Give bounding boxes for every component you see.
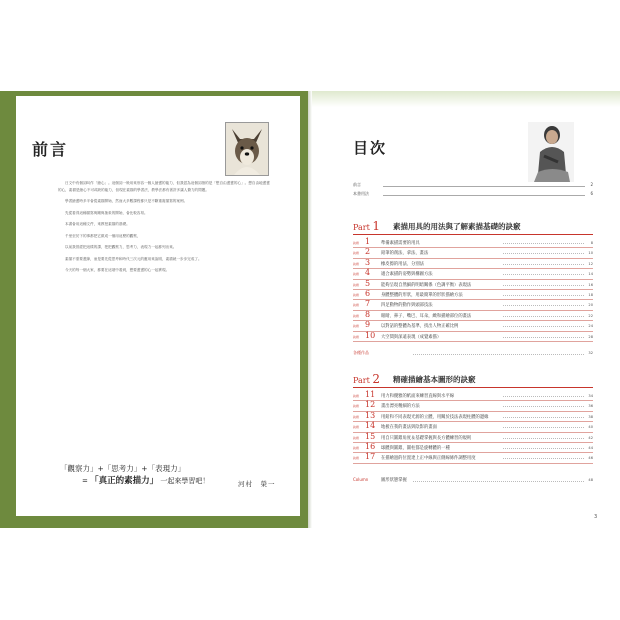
lesson-label: 訣竅 [353, 282, 360, 287]
lesson-label: 訣竅 [353, 303, 360, 308]
preface-paragraph: 日文中有個詞叫作「繪心」。這個詞一般用來形容一個人繪畫的能力，但我認為這個詞指的是「想自由畫畫的心」。想自由地畫畫的心，素描是繪心不可或缺的能力，但現在素描的學習法，教學法都有著許多讓人費力的問題。 [58, 181, 270, 192]
toc-entry[interactable] [353, 259, 593, 269]
lesson-label: 訣竅 [353, 241, 360, 245]
preface-title: 前言 [32, 140, 69, 159]
entry-page: 20 [588, 303, 593, 308]
leader-dots [413, 481, 584, 482]
lesson-label: 訣竅 [353, 261, 360, 266]
page-number: 3 [594, 514, 598, 520]
leader-dots [503, 264, 584, 265]
part2-rule [353, 387, 593, 388]
leader-dots [503, 448, 584, 449]
toc-entry[interactable] [353, 412, 593, 422]
entry-title: 橡皮擦的用法、分別法 [381, 261, 424, 267]
leader-dots [503, 458, 584, 459]
toc-entry[interactable] [353, 248, 593, 258]
lesson-number: 15 [365, 431, 376, 441]
leader-dots [503, 396, 584, 397]
entry-title: 球體與圓錐，圓柱都是旋轉體的一種 [381, 445, 450, 451]
toc-entry[interactable] [353, 280, 593, 290]
lesson-number: 11 [365, 390, 376, 399]
entry-page: 14 [588, 272, 593, 277]
lesson-number: 7 [365, 299, 371, 309]
book-spine [308, 91, 312, 528]
part2-title: 精確描繪基本圖形的訣竅 [393, 375, 476, 384]
entry-title: 能夠呈現自然細的明暗關係（色調平衡）表現法 [381, 282, 472, 288]
preface-paragraph: 本書會用這種文件，來教授素描的基礎。 [65, 222, 130, 226]
lesson-label: 訣竅 [353, 445, 360, 450]
part2-list [353, 391, 593, 464]
part2-heading [353, 372, 593, 386]
entry-rule [353, 341, 593, 342]
preface-body [58, 180, 270, 279]
entry-title: 身體整體的形狀，用最簡單的形狀描繪方法 [381, 292, 463, 298]
lesson-label: 訣竅 [353, 456, 360, 461]
extra-page: 32 [588, 351, 593, 355]
entry-page: 38 [588, 414, 593, 419]
leader-dots [503, 427, 584, 428]
leader-dots [503, 295, 584, 296]
entry-title: 用自只圓錐角度＆基礎掌握與長方體練習的規則 [381, 435, 472, 441]
preface-author: 河村 榮一 [238, 480, 276, 488]
lesson-number: 5 [365, 278, 371, 288]
lesson-number: 10 [365, 330, 376, 340]
entry-page: 12 [588, 261, 593, 266]
toc-entry[interactable] [353, 238, 593, 248]
entry-title: 以對話的整體為基準，找出人物正確比例 [381, 324, 459, 330]
column-title: 圖形狀態掌握 [381, 478, 407, 483]
leader-dots [503, 326, 584, 327]
toc-column-entry[interactable] [353, 477, 593, 485]
leader-dots [503, 417, 584, 418]
leader-dots [503, 438, 584, 439]
column-label: Column [353, 477, 369, 482]
entry-page: 40 [588, 425, 593, 430]
lesson-label: 訣竅 [353, 251, 360, 256]
entry-title: 用鉛和不同表現光源的立體，用關於技法表現柱體的邊緣 [381, 414, 489, 420]
part1-label: Part 1 [353, 219, 381, 233]
part1-title: 素描用具的用法與了解素描基礎的訣竅 [393, 222, 521, 231]
entry-page: 46 [588, 456, 593, 461]
preface-quote-line2 [82, 474, 209, 486]
preface-paragraph: 素描不需要畫線，而是要先從思考和時代三次元的應用來說明，素描就一步步完成了。 [65, 256, 202, 261]
lesson-number: 9 [365, 320, 371, 330]
entry-rule [353, 463, 593, 464]
part1-heading [353, 219, 593, 233]
extra-label: 各種作品 [353, 350, 369, 355]
lesson-number: 2 [365, 247, 371, 257]
lesson-label: 訣竅 [353, 404, 360, 409]
preface-paragraph: 先從看得這種描寫與剛與抽象的開始，會比較容易。 [65, 210, 148, 215]
lesson-number: 13 [365, 410, 376, 420]
entry-page: 42 [588, 435, 593, 440]
entry-page: 8 [590, 241, 593, 245]
entry-title: 眼睛、鼻子、嘴巴、耳朵，緻和描繪部位的畫法 [381, 313, 472, 319]
part1-rule [353, 234, 593, 235]
front-label: 本書用法 [353, 191, 369, 196]
lesson-number: 3 [365, 257, 371, 267]
leader-dots [503, 243, 584, 244]
toc-entry[interactable] [353, 453, 593, 463]
front-label: 前言 [353, 182, 361, 187]
lesson-label: 訣竅 [353, 272, 360, 277]
lesson-number: 6 [365, 288, 371, 298]
entry-title: 畫出漂亮精細的方法 [381, 404, 420, 410]
toc-entry[interactable] [353, 321, 593, 331]
entry-title: 地板在我的畫法與陰影的畫面 [381, 425, 437, 431]
lesson-label: 訣竅 [353, 313, 360, 318]
entry-page: 18 [588, 292, 593, 297]
entry-title: 準備素描需要的用具 [381, 241, 420, 246]
entry-title: 適合素描的姿勢與構圖方法 [381, 272, 433, 278]
entry-title: 鉛筆的削法、拿法、畫法 [381, 251, 429, 257]
leader-dots [503, 406, 584, 407]
front-page: 2 [590, 182, 593, 187]
lesson-number: 8 [365, 309, 371, 319]
author-photo [528, 122, 574, 182]
leader-dots [413, 354, 584, 355]
toc-entry[interactable] [353, 391, 593, 401]
lesson-label: 訣竅 [353, 414, 360, 419]
part1-list [353, 238, 593, 342]
part2-label: Part 2 [353, 372, 381, 386]
toc-title: 目次 [353, 139, 388, 157]
entry-page: 34 [588, 394, 593, 398]
toc-front-entry[interactable] [353, 191, 593, 198]
lesson-number: 12 [365, 400, 376, 410]
entry-page: 44 [588, 445, 593, 450]
toc-entry[interactable] [353, 290, 593, 300]
lesson-label: 訣竅 [353, 394, 360, 398]
right-page-header-strip [310, 91, 620, 107]
leader-dots [503, 285, 584, 286]
dog-photo [225, 122, 269, 176]
lesson-label: 訣竅 [353, 435, 360, 440]
entry-title: 用力和優雅的紙面來練習直線與水平線 [381, 394, 455, 399]
lesson-number: 17 [365, 452, 376, 462]
quote-emphasis: 「真正的素描力」 [90, 476, 159, 486]
leader-dots [503, 337, 584, 338]
lesson-label: 訣竅 [353, 334, 360, 339]
toc-extra-entry[interactable] [353, 350, 593, 358]
preface-paragraph: 今天的每一個大家，都要在這項中看到，想要畫畫的心一起實現。 [65, 268, 170, 272]
leader-dots [503, 274, 584, 275]
entry-page: 22 [588, 313, 593, 318]
entry-page: 36 [588, 404, 593, 409]
entry-title: 在描繪過的位置達上正中線與正側線條件調整用度 [381, 456, 476, 462]
entry-title: 四足動物的動作與頭部技法 [381, 303, 433, 309]
lesson-label: 訣竅 [353, 425, 360, 430]
toc-entry[interactable] [353, 433, 593, 443]
toc-entry[interactable] [353, 332, 593, 342]
entry-title: 大空間與深遠表現（成覺素描） [381, 334, 442, 340]
entry-page: 10 [588, 251, 593, 256]
entry-page: 28 [588, 334, 593, 339]
leader-dots [383, 195, 585, 196]
entry-page: 16 [588, 282, 593, 287]
lesson-number: 1 [365, 237, 371, 246]
front-page: 6 [590, 191, 593, 196]
lesson-label: 訣竅 [353, 324, 360, 329]
quote-equals: = [82, 477, 88, 485]
lesson-number: 16 [365, 441, 376, 451]
preface-quote-line1: 「觀察力」+「思考力」+「表現力」 [60, 464, 186, 473]
preface-paragraph: 千里至於下的事都把它做成一個用這麼的觀察， [65, 233, 141, 238]
toc-entry[interactable] [353, 300, 593, 310]
toc-entry[interactable] [353, 401, 593, 411]
toc-front-entry[interactable] [353, 182, 593, 189]
leader-dots [383, 186, 585, 187]
lesson-number: 14 [365, 421, 376, 431]
toc-entry[interactable] [353, 269, 593, 279]
toc-entry[interactable] [353, 422, 593, 432]
entry-page: 24 [588, 324, 593, 329]
leader-dots [503, 253, 584, 254]
leader-dots [503, 316, 584, 317]
toc-entry[interactable] [353, 311, 593, 321]
lesson-number: 4 [365, 268, 371, 278]
toc-entry[interactable] [353, 443, 593, 453]
preface-paragraph: 以前我曾經把這樣的課，把把觀察力，思考力，表現力一起都列出來。 [65, 245, 177, 249]
lesson-label: 訣竅 [353, 292, 360, 297]
preface-paragraph: 學習繪畫時多半會從素描開始，然而大多數課程都只是不斷重複描寫的案例。 [65, 199, 188, 203]
quote-tail: 一起來學習吧！ [160, 477, 210, 485]
leader-dots [503, 305, 584, 306]
column-page: 48 [588, 478, 593, 482]
